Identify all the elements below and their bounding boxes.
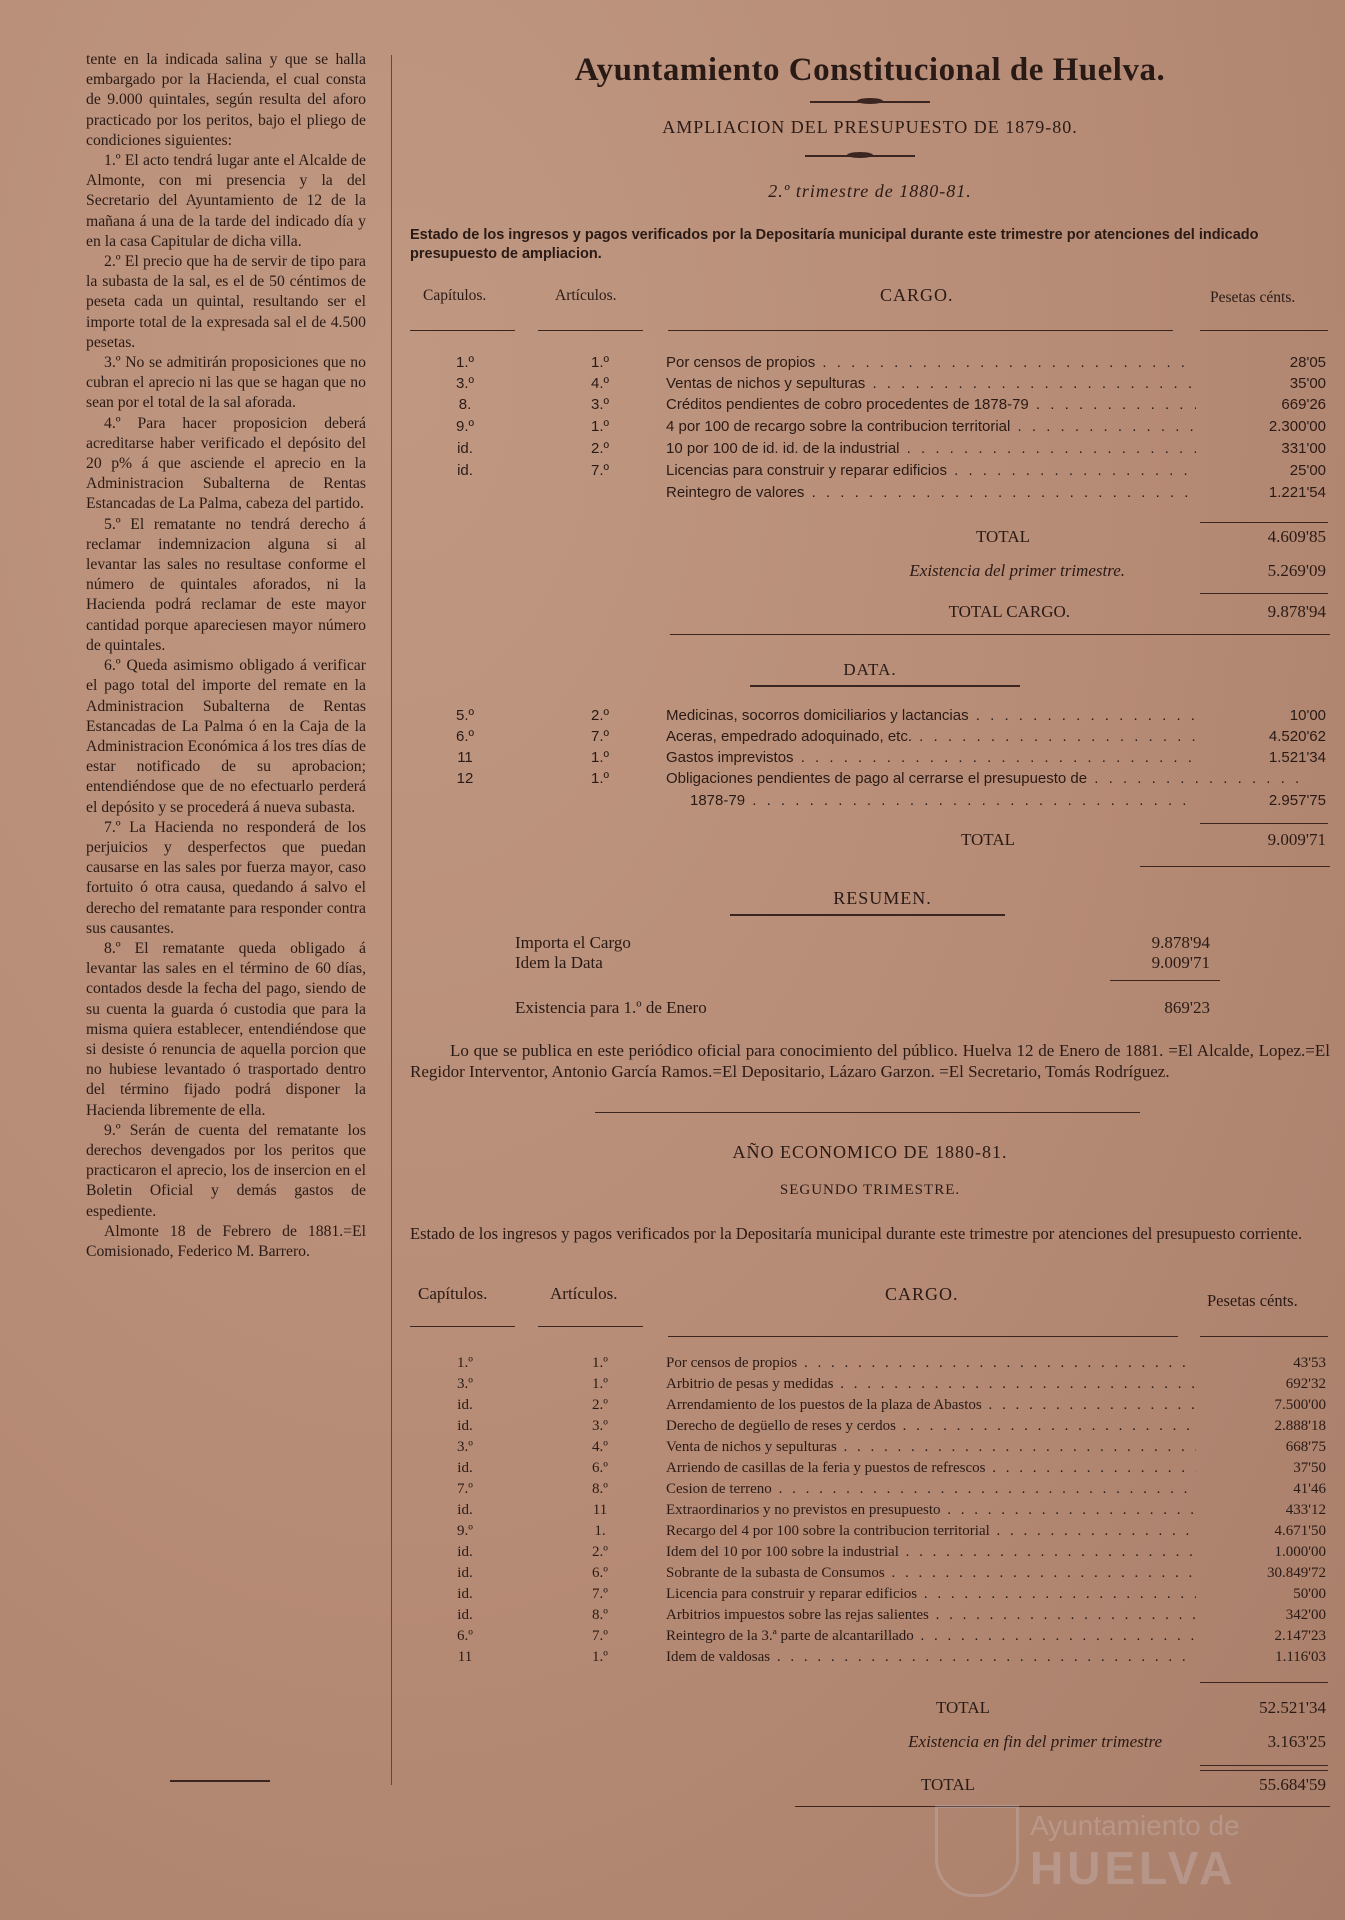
- table-row: [410, 1418, 1330, 1438]
- table-row: [410, 462, 1330, 482]
- table-row: [410, 396, 1330, 416]
- art-cell: 2.º: [592, 1544, 608, 1560]
- total-cargo-row: [410, 602, 1330, 626]
- concept-cell: Sobrante de la subasta de Consumos . . .: [666, 1565, 1196, 1582]
- table-row: [410, 1565, 1330, 1585]
- art-cell: 8.º: [592, 1481, 608, 1497]
- art-cell: 4.º: [591, 375, 609, 392]
- section2-subtitle: SEGUNDO TRIMESTRE.: [779, 1182, 961, 1198]
- amount-cell: 1.521'34: [1268, 749, 1326, 766]
- sum-rule: [1200, 522, 1328, 523]
- table-row: [410, 1544, 1330, 1564]
- left-paragraph: 3.º No se admitirán proposiciones que no cubran el aprecio ni las que se hagan que no sean por el total de la sal aforada.: [86, 354, 366, 412]
- section-rule: [595, 1112, 1140, 1113]
- concept-cell: 10 por 100 de id. id. de la industrial . . .: [666, 440, 1196, 457]
- table-row: [410, 1460, 1330, 1480]
- existencia-row: [410, 1732, 1330, 1756]
- left-paragraph: 2.º El precio que ha de servir de tipo para la subasta de la sal, es el de 50 céntimos de peseta cada un quintal, resultando ser el importe total de la expresada sal el de 4.500 pesetas.: [86, 253, 366, 351]
- cap-cell: id.: [457, 1544, 473, 1560]
- amount-cell: 2.300'00: [1268, 418, 1326, 435]
- huelva-watermark: [935, 1805, 1275, 1895]
- amount-cell: 331'00: [1281, 440, 1326, 457]
- concept-cell: Recargo del 4 por 100 sobre la contribucion territorial . . .: [666, 1523, 1196, 1540]
- concept-cell: Por censos de propios . . .: [666, 1355, 1196, 1372]
- resumen-label: Existencia para 1.º de Enero: [515, 998, 707, 1017]
- cap-cell: 6.º: [457, 1628, 473, 1644]
- amount-cell: 30.849'72: [1267, 1565, 1326, 1581]
- resumen-title: RESUMEN.: [833, 888, 932, 908]
- amount-cell: 669'26: [1281, 396, 1326, 413]
- section2-total-row: [410, 1698, 1330, 1722]
- concept-cell: Licencia para construir y reparar edificios . . .: [666, 1586, 1196, 1603]
- col-header-capitulos: Capítulos.: [423, 287, 487, 304]
- existencia-amount: 5.269'09: [1267, 561, 1326, 580]
- art-cell: 2.º: [591, 707, 609, 724]
- cap-cell: 11: [457, 1649, 473, 1665]
- amount-cell: 28'05: [1289, 354, 1326, 371]
- col-header-cargo: CARGO.: [880, 285, 954, 305]
- amount-cell: 41'46: [1293, 1481, 1326, 1497]
- cap-cell: id.: [457, 1607, 473, 1623]
- amount-cell: 50'00: [1293, 1586, 1326, 1602]
- art-cell: 7.º: [592, 1586, 608, 1602]
- art-cell: 8.º: [592, 1607, 608, 1623]
- page-title: Ayuntamiento Constitucional de Huelva.: [574, 52, 1166, 88]
- art-cell: 2.º: [591, 440, 609, 457]
- col-header-cargo: CARGO.: [885, 1284, 959, 1304]
- concept-cell: Arriendo de casillas de la feria y puestos de refrescos . . .: [666, 1460, 1196, 1477]
- left-paragraph: 5.º El rematante no tendrá derecho á reclamar indemnizacion alguna si al levantar las sales no resultase conforme el número de quintales aforados, ni la Hacienda podrá reclamar de este mayor cantidad porque apareciesen mayor número de quintales.: [86, 515, 366, 654]
- cap-cell: 3.º: [457, 1439, 473, 1455]
- table-row: [410, 792, 1330, 812]
- cap-cell: 3.º: [457, 1376, 473, 1392]
- col-header-articulos: Artículos.: [555, 287, 617, 304]
- section1-total-row: [410, 527, 1330, 551]
- existencia-row: [410, 561, 1330, 585]
- cap-cell: 11: [457, 749, 473, 766]
- data-title-rule: [750, 685, 1020, 687]
- resumen-label: Importa el Cargo: [515, 933, 631, 952]
- art-cell: 1.º: [592, 1376, 608, 1392]
- amount-cell: 25'00: [1289, 462, 1326, 479]
- table-row: [410, 375, 1330, 395]
- cap-cell: 3.º: [456, 375, 474, 392]
- concept-cell: Arbitrios impuestos sobre las rejas salientes . . .: [666, 1607, 1196, 1624]
- sum-rule: [1200, 1682, 1328, 1683]
- concept-cell: Créditos pendientes de cobro procedentes de 1878-79 . . .: [666, 396, 1196, 413]
- art-cell: 11: [592, 1502, 608, 1518]
- header-rule: [410, 1326, 515, 1327]
- art-cell: 3.º: [592, 1418, 608, 1434]
- table-row: [410, 1502, 1330, 1522]
- watermark-line1: Ayuntamiento de: [1030, 1810, 1240, 1841]
- concept-cell: Arrendamiento de los puestos de la plaza de Abastos . . .: [666, 1397, 1196, 1414]
- amount-cell: 2.957'75: [1268, 792, 1326, 809]
- section1-intro: Estado de los ingresos y pagos verificados por la Depositaría municipal durante este trimestre por atenciones del indicado presupuesto de ampliacion.: [410, 227, 1259, 262]
- amount-cell: 2.888'18: [1274, 1418, 1326, 1434]
- resumen-row: [410, 953, 1330, 975]
- cap-cell: 7.º: [457, 1481, 473, 1497]
- header-rule: [668, 1336, 1178, 1337]
- cap-cell: 5.º: [456, 707, 474, 724]
- cap-cell: id.: [457, 1565, 473, 1581]
- concept-cell: Reintegro de valores . . .: [666, 484, 1196, 501]
- amount-cell: 1.116'03: [1275, 1649, 1326, 1665]
- subtitle-ornament: [805, 155, 915, 157]
- sum-rule: [1200, 823, 1328, 824]
- section2-title: AÑO ECONOMICO DE 1880-81.: [732, 1142, 1008, 1162]
- concept-cell: Arbitrio de pesas y medidas . . .: [666, 1376, 1196, 1393]
- crest-icon: [935, 1805, 1019, 1897]
- data-total-row: [410, 830, 1330, 854]
- total-label: TOTAL: [975, 527, 1030, 546]
- left-paragraph: 8.º El rematante queda obligado á levantar las sales en el término de 60 días, contados desde la fecha del pago, siendo de su cuenta la guarda ó custodia que para la misma quiera establecer, entendiéndose que si desiste ó renuncia de aquella porcion que no hubiese levantado ó trasportado dentro del término fijado podrá disponer la Hacienda libremente de ella.: [86, 939, 366, 1119]
- column-divider: [391, 55, 392, 1785]
- total-amount: 4.609'85: [1267, 527, 1326, 546]
- table-row: [410, 418, 1330, 438]
- sum-rule: [1140, 866, 1330, 867]
- art-cell: 7.º: [591, 462, 609, 479]
- table-row: [410, 1649, 1330, 1669]
- watermark-line2: HUELVA: [1030, 1842, 1237, 1894]
- total-cargo-amount: 9.878'94: [1267, 602, 1326, 621]
- budget-subtitle: AMPLIACION DEL PRESUPUESTO DE 1879-80.: [662, 117, 1078, 137]
- data-total-amount: 9.009'71: [1267, 830, 1326, 849]
- left-paragraph: 4.º Para hacer proposicion deberá acreditarse haber verificado el depósito del 20 p% á que asciende el aprecio en la Administracion Subalterna de Rentas Estancadas de La Palma, cabeza del partido.: [86, 414, 366, 513]
- concept-cell: Venta de nichos y sepulturas . . .: [666, 1439, 1196, 1456]
- existencia-label: Existencia del primer trimestre.: [909, 561, 1125, 580]
- concept-cell: Ventas de nichos y sepulturas . . .: [666, 375, 1196, 392]
- section2-intro: Estado de los ingresos y pagos verificados por la Depositaría municipal durante este trimestre por atenciones del presupuesto corriente.: [410, 1224, 1303, 1243]
- cap-cell: 12: [456, 770, 474, 787]
- data-title: DATA.: [843, 660, 897, 679]
- total-cargo-label: TOTAL CARGO.: [948, 602, 1070, 621]
- section-rule: [670, 634, 1330, 635]
- art-cell: 1.º: [591, 354, 609, 371]
- amount-cell: 37'50: [1293, 1460, 1326, 1476]
- grand-total-amount: 55.684'59: [1259, 1775, 1326, 1794]
- art-cell: 3.º: [591, 396, 609, 413]
- amount-cell: 668'75: [1285, 1439, 1326, 1455]
- art-cell: 1.º: [591, 749, 609, 766]
- concept-cell: 4 por 100 de recargo sobre la contribucion territorial . . .: [666, 418, 1196, 435]
- cap-cell: id.: [457, 440, 473, 457]
- col-header-capitulos: Capítulos.: [418, 1284, 488, 1303]
- cap-cell: 8.: [458, 396, 472, 413]
- col-header-pesetas: Pesetas cénts.: [1207, 1291, 1298, 1310]
- sum-rule: [1110, 980, 1220, 981]
- concept-cell: Gastos imprevistos . . .: [666, 749, 1196, 766]
- sum-rule: [1200, 1770, 1328, 1771]
- total-label: TOTAL: [935, 1698, 990, 1717]
- amount-cell: 692'32: [1285, 1376, 1326, 1392]
- grand-total-label: TOTAL: [920, 1775, 975, 1794]
- table-row: [410, 1355, 1330, 1375]
- concept-cell: Aceras, empedrado adoquinado, etc. . . .: [666, 728, 1196, 745]
- header-rule: [538, 330, 643, 331]
- resumen-rule: [730, 914, 1005, 916]
- amount-cell: 35'00: [1289, 375, 1326, 392]
- left-signature: Almonte 18 de Febrero de 1881.=El Comisionado, Federico M. Barrero.: [86, 1222, 366, 1260]
- sum-rule: [1200, 1765, 1328, 1766]
- cap-cell: id.: [457, 1418, 473, 1434]
- total-amount: 52.521'34: [1259, 1698, 1326, 1717]
- table-row: [410, 1607, 1330, 1627]
- art-cell: 1.º: [591, 418, 609, 435]
- table-row: [410, 1523, 1330, 1543]
- concept-cell: Reintegro de la 3.ª parte de alcantarillado . . .: [666, 1628, 1196, 1645]
- amount-cell: 4.671'50: [1274, 1523, 1326, 1539]
- concept-cell: Derecho de degüello de reses y cerdos . . .: [666, 1418, 1196, 1435]
- art-cell: 2.º: [592, 1397, 608, 1413]
- resumen-label: Idem la Data: [515, 953, 603, 972]
- existencia-label: Existencia en fin del primer trimestre: [908, 1732, 1162, 1751]
- art-cell: 7.º: [592, 1628, 608, 1644]
- art-cell: 1.º: [591, 770, 609, 787]
- resumen-row: [410, 998, 1330, 1020]
- table-row: [410, 770, 1330, 790]
- left-paragraph: 9.º Serán de cuenta del rematante los derechos devengados por los peritos que practicaron el aprecio, los de insercion en el Boletin Oficial y demás gastos de espediente.: [86, 1121, 366, 1220]
- table-row: [410, 484, 1330, 504]
- art-cell: 6.º: [592, 1460, 608, 1476]
- header-rule: [538, 1326, 643, 1327]
- cap-cell: id.: [457, 1586, 473, 1602]
- amount-cell: 1.000'00: [1274, 1544, 1326, 1560]
- header-rule: [668, 330, 1173, 331]
- closing-paragraph: Lo que se publica en este periódico oficial para conocimiento del público. Huelva 12 de Enero de 1881. =El Alcalde, Lopez.=El Regidor Interventor, Antonio García Ramos.=El Depositario, Lázaro Garzon. =El Secretario, Tomás Rodríguez.: [410, 1041, 1330, 1081]
- resumen-amount: 9.009'71: [1151, 953, 1210, 972]
- table-row: [410, 1586, 1330, 1606]
- left-paragraph: 7.º La Hacienda no responderá de los perjuicios y desperfectos que puedan causarse en las sales por fuerza mayor, caso fortuito ó otra causa, quedando á salvo el derecho del rematante para responder contra sus causantes.: [86, 818, 366, 937]
- table-row: [410, 440, 1330, 460]
- sum-rule: [1200, 593, 1328, 594]
- cap-cell: id.: [457, 1502, 473, 1518]
- col-header-articulos: Artículos.: [550, 1284, 618, 1303]
- art-cell: 7.º: [591, 728, 609, 745]
- amount-cell: 43'53: [1293, 1355, 1326, 1371]
- amount-cell: 10'00: [1289, 707, 1326, 724]
- table-row: [410, 1397, 1330, 1417]
- amount-cell: 7.500'00: [1274, 1397, 1326, 1413]
- concept-cell: Idem de valdosas . . .: [666, 1649, 1196, 1666]
- header-rule: [410, 330, 515, 331]
- cap-cell: 1.º: [457, 1355, 473, 1371]
- concept-cell: Obligaciones pendientes de pago al cerrarse el presupuesto de . . .: [666, 770, 1306, 787]
- art-cell: 1.: [594, 1523, 606, 1539]
- table-row: [410, 749, 1330, 769]
- data-total-label: TOTAL: [960, 830, 1015, 849]
- table-row: [410, 1481, 1330, 1501]
- title-ornament: [810, 101, 930, 103]
- art-cell: 4.º: [592, 1439, 608, 1455]
- cap-cell: 1.º: [456, 354, 474, 371]
- grand-total-row: [410, 1775, 1330, 1799]
- table-row: [410, 1628, 1330, 1648]
- amount-cell: 4.520'62: [1268, 728, 1326, 745]
- cap-cell: 9.º: [457, 1523, 473, 1539]
- header-rule: [1200, 330, 1328, 331]
- left-end-rule: [170, 1780, 270, 1782]
- concept-cell: Licencias para construir y reparar edificios . . .: [666, 462, 1196, 479]
- concept-cell: Cesion de terreno . . .: [666, 1481, 1196, 1498]
- left-paragraph: 6.º Queda asimismo obligado á verificar el pago total del importe del remate en la Administracion Subalterna de Rentas Estancadas de La Palma ó en la Caja de la Administracion Económica á los tres días de estar notificado de su aprobacion; entendiéndose que de no efectuarlo perderá el depósito y se procederá á nueva subasta.: [86, 657, 366, 816]
- cap-cell: id.: [457, 1460, 473, 1476]
- cap-cell: id.: [457, 1397, 473, 1413]
- header-rule: [1200, 1336, 1328, 1337]
- art-cell: 1.º: [592, 1355, 608, 1371]
- existencia-amount: 3.163'25: [1267, 1732, 1326, 1751]
- resumen-amount: 869'23: [1164, 998, 1210, 1017]
- amount-cell: 2.147'23: [1274, 1628, 1326, 1644]
- cap-cell: id.: [457, 462, 473, 479]
- amount-cell: 342'00: [1285, 1607, 1326, 1623]
- left-paragraph: tente en la indicada salina y que se halla embargado por la Hacienda, el cual consta de 9.000 quintales, según resulta del aforo practicado por los peritos, bajo el pliego de condiciones siguientes:: [86, 51, 366, 149]
- concept-cell: Medicinas, socorros domiciliarios y lactancias . . .: [666, 707, 1196, 724]
- concept-cell: Idem del 10 por 100 sobre la industrial . . .: [666, 1544, 1196, 1561]
- table-row: [410, 1376, 1330, 1396]
- table-row: [410, 728, 1330, 748]
- cap-cell: 6.º: [456, 728, 474, 745]
- art-cell: 6.º: [592, 1565, 608, 1581]
- trimester-label: 2.º trimestre de 1880-81.: [768, 181, 972, 201]
- amount-cell: 433'12: [1285, 1502, 1326, 1518]
- table-row: [410, 1439, 1330, 1459]
- concept-cell: Extraordinarios y no previstos en presupuesto . . .: [666, 1502, 1196, 1519]
- amount-cell: 1.221'54: [1268, 484, 1326, 501]
- resumen-row: [410, 933, 1330, 955]
- col-header-pesetas: Pesetas cénts.: [1210, 289, 1296, 306]
- table-row: [410, 707, 1330, 727]
- table-row: [410, 354, 1330, 374]
- left-column-text: [86, 50, 366, 1262]
- concept-cell: Por censos de propios . . .: [666, 354, 1196, 371]
- left-paragraph: 1.º El acto tendrá lugar ante el Alcalde de Almonte, con mi presencia y la del Secretario del Ayuntamiento de 12 de la mañana á una de la tarde del indicado día y en la casa Capitular de dicha villa.: [86, 152, 366, 250]
- art-cell: 1.º: [592, 1649, 608, 1665]
- resumen-amount: 9.878'94: [1151, 933, 1210, 952]
- concept-cell: 1878-79 . . .: [690, 792, 1195, 809]
- cap-cell: 9.º: [456, 418, 474, 435]
